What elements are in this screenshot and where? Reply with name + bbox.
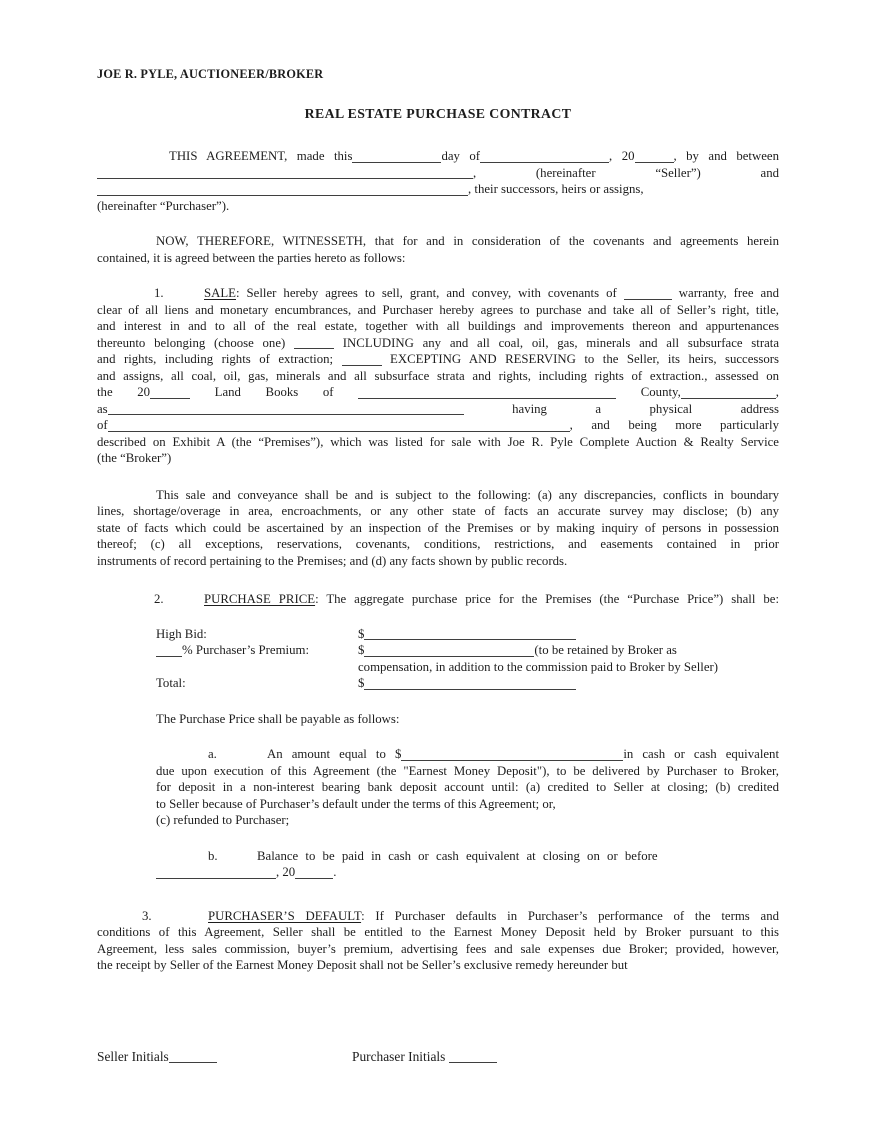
text-run: warranty, free and — [678, 286, 780, 300]
sale-line-10 — [97, 434, 779, 451]
blank-closing-date — [156, 866, 276, 879]
default-line-3 — [97, 941, 779, 958]
blank-land-books-year — [150, 386, 190, 399]
subject-line-5 — [97, 553, 779, 570]
witnesseth-line-2 — [97, 250, 779, 267]
blank-county-name — [358, 386, 616, 399]
blank-seller-initials — [169, 1050, 217, 1063]
text-run: and rights, including rights of extraction; — [97, 352, 334, 366]
text-run: This sale and conveyance shall be and is subject to the following: (a) any discrepancies, conflicts in boundary — [156, 487, 779, 502]
dollar-sign: $ — [358, 626, 365, 641]
text-run: as — [97, 401, 108, 416]
text-run: lines, shortage/overage in area, encroachments, or any other state of facts an accurate survey may disclose; (b) any — [97, 504, 779, 518]
default-line-1 — [97, 908, 779, 925]
text-run: and — [760, 165, 780, 180]
blank-day-number — [352, 150, 441, 163]
intro-line-3 — [97, 181, 779, 198]
witnesseth-paragraph — [97, 233, 779, 266]
text-run: (the “Broker”) — [97, 451, 172, 465]
text-run: , by and between — [673, 149, 779, 163]
high-bid-label: High Bid: — [156, 626, 207, 641]
text-run: conditions of this Agreement, Seller shall be entitled to the Earnest Money Deposit held by Broker pursuant to this — [97, 925, 779, 939]
intro-line-2 — [97, 165, 779, 182]
sale-line-3 — [97, 318, 779, 335]
blank-warranty-type — [624, 287, 672, 300]
blank-closing-year — [295, 866, 333, 879]
text-run: Balance to be paid in cash or cash equivalent at closing on or before — [257, 848, 658, 863]
text-run: NOW, THEREFORE, WITNESSETH, that for and in consideration of the covenants and agreements herein — [156, 234, 779, 248]
document-title: REAL ESTATE PURCHASE CONTRACT — [304, 105, 572, 121]
blank-premium-percent — [156, 644, 182, 657]
section-purchaser-default — [97, 908, 779, 974]
text-run: described on Exhibit A (the “Premises”), which was listed for sale with Joe R. Pyle Complete Auction & Realty Service — [97, 434, 779, 449]
item-a — [97, 746, 779, 829]
item-a-line-1 — [97, 746, 779, 763]
premium-row — [97, 642, 779, 659]
section-number: 3. — [142, 908, 152, 923]
default-line-2 — [97, 924, 779, 941]
high-bid-row — [97, 626, 779, 643]
intro-line-4 — [97, 198, 779, 215]
price-label-cell — [156, 675, 358, 692]
section-purchase-price — [97, 591, 779, 608]
price-label-cell — [156, 642, 358, 659]
text-run: . — [333, 865, 337, 879]
text-run: to Seller because of Purchaser’s default under the terms of this Agreement; or, — [156, 796, 556, 811]
section-heading: PURCHASE PRICE — [204, 592, 316, 606]
text-run: having a physical address — [512, 401, 779, 416]
text-run: (c) refunded to Purchaser; — [156, 813, 290, 827]
text-run: the receipt by Seller of the Earnest Money Deposit shall not be Seller’s exclusive remedy hereunder but — [97, 958, 628, 972]
text-run: , and being more particularly — [569, 418, 779, 432]
purchaser-initials-group — [352, 1049, 497, 1066]
subject-line-4 — [97, 536, 779, 553]
premium-note: compensation, in addition to the commission paid to Broker by Seller) — [358, 659, 719, 674]
text-run: THIS AGREEMENT, made this — [169, 149, 353, 163]
text-run: The Purchase Price shall be payable as follows: — [156, 711, 400, 726]
item-letter: a. — [208, 747, 217, 761]
blank-premium-amount — [364, 644, 534, 657]
sale-line-11 — [97, 450, 779, 467]
text-run: : The aggregate purchase price for the Premises (the “Purchase Price”) shall be: — [315, 592, 779, 606]
item-b-line-2 — [97, 864, 779, 881]
blank-total-amount — [364, 677, 576, 690]
sale-line-5 — [97, 351, 779, 368]
section-number: 1. — [154, 286, 164, 300]
item-b-line-1 — [97, 848, 779, 865]
item-a-line-5 — [97, 812, 779, 829]
premium-note: (to be retained by Broker as — [534, 643, 677, 657]
sale-line-4 — [97, 335, 779, 352]
blank-seller-name — [97, 166, 473, 179]
text-run: An amount equal to $ — [267, 747, 402, 761]
blank-choice-excepting — [342, 353, 382, 366]
purchaser-initials-label: Purchaser Initials — [352, 1048, 446, 1064]
section-sale — [97, 285, 779, 467]
blank-high-bid-amount — [364, 627, 576, 640]
subject-line-2 — [97, 503, 779, 520]
text-run: , 20 — [276, 865, 296, 879]
section-number: 2. — [154, 592, 164, 606]
text-run: due upon execution of this Agreement (the "Earnest Money Deposit"), to be delivered by Purchaser to Broker, — [156, 763, 779, 778]
dollar-sign: $ — [358, 676, 365, 690]
subject-line-1 — [97, 487, 779, 504]
initials-footer — [97, 1049, 779, 1066]
text-run: and assigns, all coal, oil, gas, minerals and all subsurface strata and rights, including rights of extraction., assessed on — [97, 368, 779, 383]
total-label: Total: — [156, 676, 186, 690]
purchase-price-heading-line — [97, 591, 779, 608]
blank-earnest-money-amount — [401, 748, 623, 761]
sale-line-1 — [97, 285, 779, 302]
text-run: : Seller hereby agrees to sell, grant, and convey, with covenants of — [236, 286, 617, 300]
item-a-line-3 — [97, 779, 779, 796]
text-run: the 20 — [97, 385, 151, 399]
text-run: thereunto belonging (choose one) — [97, 335, 286, 350]
text-run: and interest in and to all of the real estate, together with all buildings and improvements thereon and appurtenances — [97, 319, 779, 333]
text-run: state of facts which could be ascertained by an inspection of the Premises or by making inquiry of persons in possession — [97, 520, 779, 535]
payable-paragraph — [97, 711, 779, 728]
broker-header: JOE R. PYLE, AUCTIONEER/BROKER — [97, 67, 324, 81]
premium-label: % Purchaser’s Premium: — [182, 643, 310, 657]
intro-paragraph — [97, 148, 779, 214]
item-a-line-2 — [97, 763, 779, 780]
sale-line-7 — [97, 384, 779, 401]
total-row — [97, 675, 779, 692]
sale-line-6 — [97, 368, 779, 385]
text-run: for deposit in a non-interest bearing bank deposit account until: (a) credited to Seller at closing; (b) credited — [156, 780, 779, 794]
sale-line-9 — [97, 417, 779, 434]
text-run: , — [775, 385, 779, 399]
intro-line-1 — [97, 148, 779, 165]
text-run: County, — [640, 385, 681, 399]
text-run: thereof; (c) all exceptions, reservations, covenants, conditions, restrictions, and easements contained in prior — [97, 537, 779, 551]
text-run: : If Purchaser defaults in Purchaser’s performance of the terms and — [361, 908, 779, 923]
item-letter: b. — [208, 848, 218, 863]
item-a-line-4 — [97, 796, 779, 813]
section-heading: SALE — [204, 286, 236, 300]
witnesseth-line-1 — [97, 233, 779, 250]
text-run: clear of all liens and monetary encumbrances, and Purchaser hereby agrees to purchase and take all of Seller’s right, title, — [97, 302, 779, 317]
text-run: Land Books of — [214, 385, 334, 399]
blank-parcel-description — [108, 402, 464, 415]
subject-to-paragraph — [97, 487, 779, 570]
item-b — [97, 848, 779, 881]
dollar-sign: $ — [358, 643, 365, 657]
blank-state — [681, 386, 776, 399]
text-run: , — [473, 165, 477, 180]
text-run: (hereinafter “Purchaser”). — [97, 198, 230, 213]
text-run: “Seller”) — [655, 165, 701, 180]
text-run: EXCEPTING AND RESERVING to the Seller, its heirs, successors — [390, 352, 780, 366]
price-table — [97, 626, 779, 692]
seller-initials-label: Seller Initials — [97, 1048, 169, 1064]
text-run: day of — [441, 149, 481, 163]
section-heading: PURCHASER’S DEFAULT — [208, 908, 362, 923]
blank-year — [635, 150, 674, 163]
payable-line — [97, 711, 779, 728]
text-run: , 20 — [609, 149, 635, 163]
text-run: INCLUDING any and all coal, oil, gas, minerals and all subsurface strata — [342, 335, 780, 350]
premium-note-continuation — [97, 659, 779, 676]
text-run: contained, it is agreed between the parties hereto as follows: — [97, 250, 406, 265]
subject-line-3 — [97, 520, 779, 537]
text-run: of — [97, 418, 108, 432]
blank-purchaser-name — [97, 183, 468, 196]
sale-line-2 — [97, 302, 779, 319]
text-run: in cash or cash equivalent — [623, 747, 780, 761]
sale-line-8 — [97, 401, 779, 418]
text-run: instruments of record pertaining to the Premises; and (d) any facts shown by public records. — [97, 553, 568, 568]
blank-physical-address — [108, 419, 570, 432]
blank-month — [480, 150, 609, 163]
blank-purchaser-initials — [449, 1050, 497, 1063]
blank-choice-including — [294, 336, 334, 349]
default-line-4 — [97, 957, 779, 974]
price-label-cell — [156, 626, 358, 643]
text-run: (hereinafter — [535, 165, 596, 180]
text-run: Agreement, less sales commission, buyer’s premium, advertising fees and sale expenses due Broker; provided, however, — [97, 941, 779, 956]
text-run: , their successors, heirs or assigns, — [468, 182, 644, 196]
